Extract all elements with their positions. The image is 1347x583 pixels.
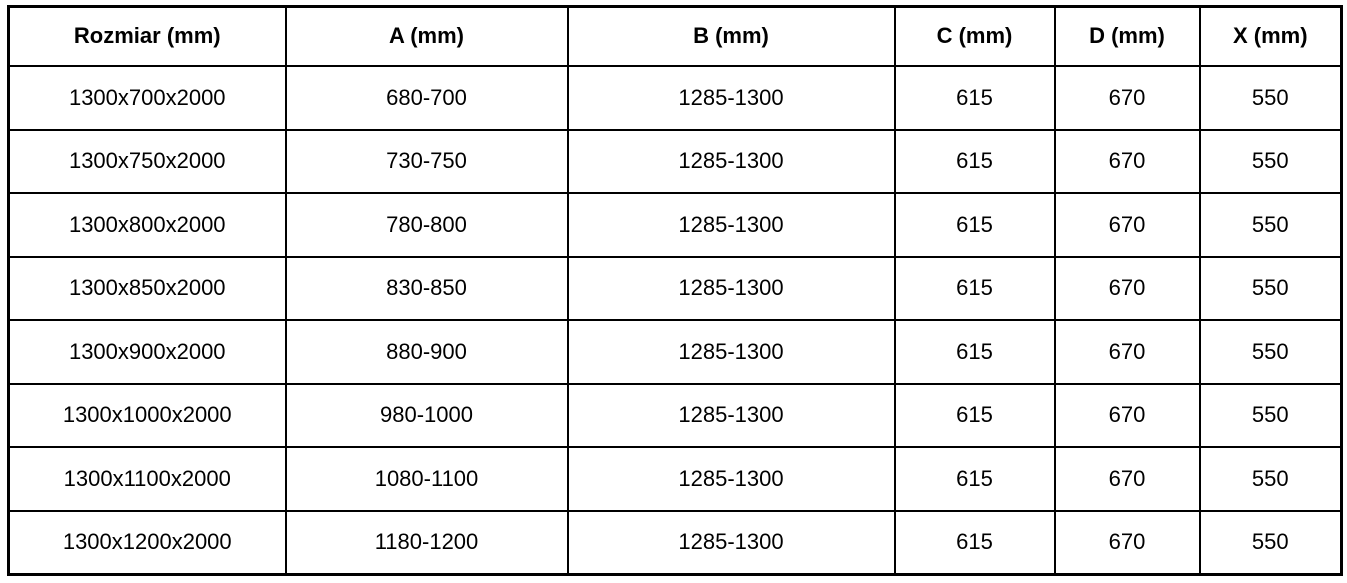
- table-cell: 780-800: [286, 193, 568, 257]
- table-cell: 1285-1300: [568, 447, 895, 511]
- table-cell: 670: [1055, 257, 1200, 321]
- table-cell: 550: [1200, 66, 1342, 130]
- table-cell: 1285-1300: [568, 384, 895, 448]
- table-cell: 730-750: [286, 130, 568, 194]
- table-cell: 1285-1300: [568, 130, 895, 194]
- table-row: [9, 66, 1342, 130]
- table-cell: 550: [1200, 130, 1342, 194]
- table-cell: 1285-1300: [568, 66, 895, 130]
- table-cell: 1300x900x2000: [9, 320, 286, 384]
- table-cell: 670: [1055, 130, 1200, 194]
- table-cell: 550: [1200, 384, 1342, 448]
- table-cell: 670: [1055, 320, 1200, 384]
- table-cell: 830-850: [286, 257, 568, 321]
- table-cell: 615: [895, 511, 1055, 575]
- table-cell: 1300x1200x2000: [9, 511, 286, 575]
- header-row: [9, 7, 1342, 67]
- table-cell: 980-1000: [286, 384, 568, 448]
- table-row: [9, 130, 1342, 194]
- table-cell: 1300x1000x2000: [9, 384, 286, 448]
- table-cell: 550: [1200, 511, 1342, 575]
- table-cell: 1285-1300: [568, 257, 895, 321]
- table-header: [9, 7, 1342, 67]
- table-cell: 550: [1200, 320, 1342, 384]
- table-cell: 1300x800x2000: [9, 193, 286, 257]
- column-header: D (mm): [1055, 7, 1200, 67]
- table-row: [9, 257, 1342, 321]
- table-cell: 615: [895, 130, 1055, 194]
- table-cell: 1080-1100: [286, 447, 568, 511]
- column-header: B (mm): [568, 7, 895, 67]
- table-cell: 615: [895, 257, 1055, 321]
- table-row: [9, 193, 1342, 257]
- table-body: [9, 66, 1342, 575]
- table-row: [9, 447, 1342, 511]
- column-header: Rozmiar (mm): [9, 7, 286, 67]
- table-cell: 1285-1300: [568, 320, 895, 384]
- table-cell: 1300x700x2000: [9, 66, 286, 130]
- size-spec-table: [7, 5, 1343, 576]
- table-cell: 615: [895, 320, 1055, 384]
- table-row: [9, 511, 1342, 575]
- table-cell: 615: [895, 384, 1055, 448]
- table-cell: 1300x750x2000: [9, 130, 286, 194]
- table-row: [9, 320, 1342, 384]
- size-spec-table-container: [7, 5, 1343, 576]
- table-cell: 1180-1200: [286, 511, 568, 575]
- table-cell: 670: [1055, 511, 1200, 575]
- table-cell: 615: [895, 193, 1055, 257]
- table-cell: 670: [1055, 193, 1200, 257]
- column-header: A (mm): [286, 7, 568, 67]
- table-cell: 550: [1200, 257, 1342, 321]
- table-row: [9, 384, 1342, 448]
- table-cell: 880-900: [286, 320, 568, 384]
- table-cell: 550: [1200, 193, 1342, 257]
- column-header: X (mm): [1200, 7, 1342, 67]
- table-cell: 1300x1100x2000: [9, 447, 286, 511]
- table-cell: 615: [895, 447, 1055, 511]
- column-header: C (mm): [895, 7, 1055, 67]
- table-cell: 670: [1055, 66, 1200, 130]
- table-cell: 1285-1300: [568, 193, 895, 257]
- table-cell: 680-700: [286, 66, 568, 130]
- table-cell: 670: [1055, 447, 1200, 511]
- table-cell: 1285-1300: [568, 511, 895, 575]
- table-cell: 615: [895, 66, 1055, 130]
- table-cell: 550: [1200, 447, 1342, 511]
- table-cell: 670: [1055, 384, 1200, 448]
- table-cell: 1300x850x2000: [9, 257, 286, 321]
